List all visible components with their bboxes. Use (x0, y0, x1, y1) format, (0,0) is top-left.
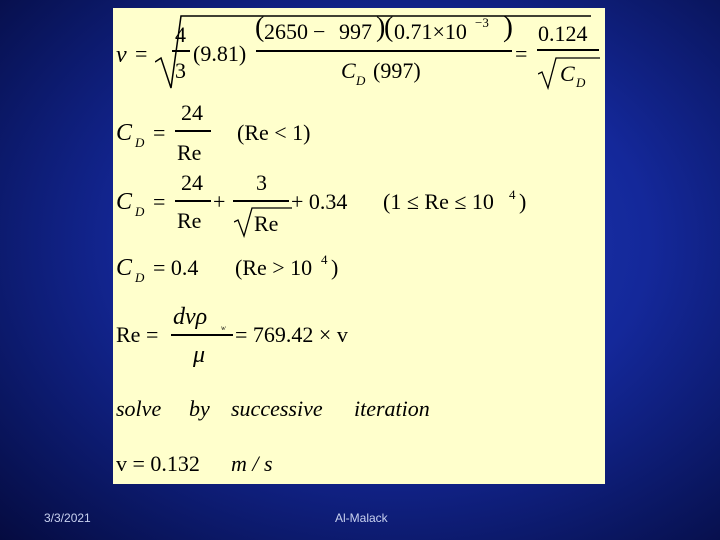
constant-term: + 0.34 (291, 189, 348, 214)
condition-text: (Re > 10 (235, 255, 313, 280)
fraction-bar (172, 50, 190, 52)
left-paren: ( (255, 12, 265, 43)
result-fraction-bar (537, 49, 599, 51)
fraction-denominator-3: 3 (175, 58, 186, 83)
fraction-numerator-4: 4 (175, 22, 186, 47)
equals-sign: = (153, 189, 166, 214)
drag-coefficient-subscript: D (576, 75, 586, 90)
condition-close: ) (331, 255, 339, 280)
instruction-word: iteration (354, 396, 430, 421)
right-paren: ) (376, 12, 386, 43)
density-subscript: w (221, 324, 226, 332)
instruction-word: by (189, 396, 210, 421)
fraction-numerator: 3 (256, 170, 267, 195)
plus-sign: + (213, 189, 226, 214)
water-density-denominator: (997) (373, 58, 421, 83)
condition-exponent: 4 (321, 252, 328, 267)
fraction-denominator: Re (177, 208, 202, 233)
drag-coefficient-symbol: C (116, 189, 133, 215)
drag-coefficient-symbol: C (116, 255, 133, 281)
footer-date: 3/3/2021 (44, 511, 91, 525)
diameter-exponent: −3 (475, 15, 489, 30)
drag-coefficient-symbol: C (116, 120, 133, 146)
instruction-word: successive (231, 396, 323, 421)
fraction-numerator: 24 (181, 170, 203, 195)
equation-panel (113, 8, 605, 484)
equals-sign: = (153, 120, 166, 145)
equals-sign: = (515, 41, 528, 66)
equation-rhs: = 0.4 (153, 255, 199, 280)
equals-sign: = (135, 41, 148, 66)
condition-close: ) (519, 189, 527, 214)
condition-text: (1 ≤ Re ≤ 10 (383, 189, 494, 214)
drag-coefficient-symbol: C (560, 61, 575, 86)
main-fraction-bar (256, 50, 512, 52)
footer-author: Al-Malack (335, 511, 388, 525)
drag-coefficient-subscript: D (135, 135, 145, 150)
left-paren: ( (384, 12, 394, 43)
velocity-value: v = 0.132 (116, 451, 200, 476)
drag-coefficient-subscript: D (356, 73, 366, 88)
instruction-word: solve (116, 396, 162, 421)
fraction-bar (233, 200, 289, 202)
fraction-bar (175, 200, 211, 202)
fraction-bar (171, 334, 233, 336)
viscosity-symbol: μ (193, 342, 206, 368)
particle-diameter: 0.71×10 (394, 19, 467, 44)
condition-exponent: 4 (509, 187, 516, 202)
drag-coefficient-subscript: D (135, 270, 145, 285)
fraction-denominator: Re (254, 211, 279, 236)
velocity-symbol: v (116, 42, 127, 68)
water-density: 997 (339, 19, 372, 44)
condition-text: (Re < 1) (237, 120, 311, 145)
gravity-value: (9.81) (193, 41, 247, 66)
velocity-unit: m / s (231, 451, 273, 476)
fraction-denominator: Re (177, 140, 202, 165)
reynolds-rhs: = 769.42 × v (235, 322, 348, 347)
drag-coefficient-symbol: C (341, 58, 356, 83)
drag-coefficient-subscript: D (135, 204, 145, 219)
fraction-numerator: 24 (181, 100, 203, 125)
result-numerator: 0.124 (538, 21, 588, 46)
minus-sign: − (313, 19, 326, 44)
fraction-bar (175, 130, 211, 132)
fraction-numerator: dvρ (173, 304, 208, 330)
right-paren: ) (503, 10, 513, 43)
reynolds-lhs: Re = (116, 322, 159, 347)
particle-density: 2650 (264, 19, 308, 44)
